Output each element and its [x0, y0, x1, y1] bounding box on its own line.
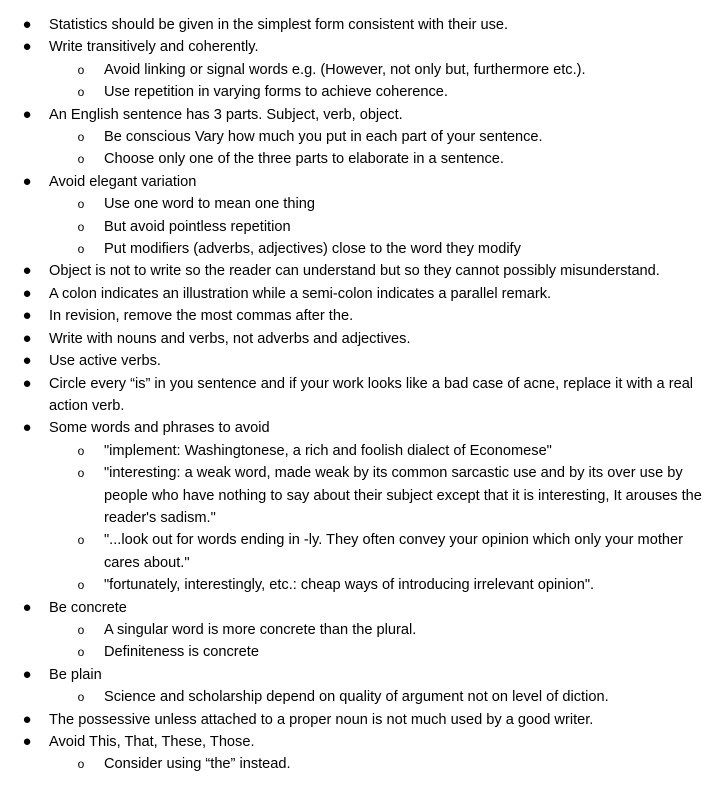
hollow-bullet-icon: o	[77, 757, 85, 772]
list-item-text: Some words and phrases to avoid	[49, 420, 270, 437]
list-item-text: Avoid This, That, These, Those.	[49, 734, 255, 750]
sub-list-item-text: "...look out for words ending in -ly. They often convey your opinion which only your mother cares about."	[104, 532, 683, 571]
hollow-bullet-icon: o	[77, 622, 85, 637]
filled-bullet-icon: ●	[22, 262, 32, 280]
list-item-text: Use active verbs.	[49, 353, 161, 370]
sub-list-item	[77, 59, 709, 81]
filled-bullet-icon: ●	[22, 352, 32, 370]
list-item-text: Write transitively and coherently.	[49, 39, 259, 56]
filled-bullet-icon: ●	[22, 172, 32, 190]
hollow-bullet-icon: o	[77, 242, 85, 257]
hollow-bullet-icon: o	[77, 152, 85, 167]
sub-list-item	[77, 686, 709, 708]
list-item-text: Be concrete	[49, 599, 127, 616]
list-item	[0, 283, 709, 305]
sub-list-item-text: Consider using “the” instead.	[104, 756, 291, 773]
sub-list-item-text: Choose only one of the three parts to elaborate in a sentence.	[104, 151, 504, 168]
list-item	[0, 597, 709, 664]
hollow-bullet-icon: o	[77, 578, 85, 593]
sub-list-item	[77, 148, 709, 170]
sub-list-item-text: Avoid linking or signal words e.g. (However, not only but, furthermore etc.).	[104, 61, 586, 78]
sub-list	[49, 619, 709, 664]
list-item	[0, 664, 709, 709]
list-item	[0, 350, 709, 372]
sub-list-item	[77, 753, 709, 775]
filled-bullet-icon: ●	[22, 329, 32, 347]
list-item-text: Circle every “is” in you sentence and if your work looks like a bad case of acne, replace it with a real action verb.	[49, 375, 694, 414]
sub-list-item-text: "interesting: a weak word, made weak by its common sarcastic use and by its over use by people who have nothing to say about their subject except that it is interesting, It arouses the reader's sadism."	[104, 465, 702, 526]
sub-list-item	[77, 238, 709, 260]
list-item	[0, 709, 709, 731]
sub-list-item-text: Put modifiers (adverbs, adjectives) close to the word they modify	[104, 241, 521, 258]
filled-bullet-icon: ●	[22, 38, 32, 56]
list-item-text: Statistics should be given in the simplest form consistent with their use.	[49, 17, 509, 33]
list-item	[0, 731, 709, 776]
sub-list	[49, 753, 709, 775]
filled-bullet-icon: ●	[22, 374, 32, 392]
sub-list-item-text: Science and scholarship depend on quality of argument not on level of diction.	[104, 689, 609, 706]
hollow-bullet-icon: o	[77, 645, 85, 660]
list-item	[0, 14, 709, 36]
list-item-text: In revision, remove the most commas after the.	[49, 308, 354, 325]
sub-list-item	[77, 574, 709, 596]
sub-list-item	[77, 126, 709, 148]
list-item-text: A colon indicates an illustration while a semi-colon indicates a parallel remark.	[49, 285, 552, 302]
filled-bullet-icon: ●	[22, 284, 32, 302]
filled-bullet-icon: ●	[22, 710, 32, 728]
list-item	[0, 373, 709, 418]
filled-bullet-icon: ●	[22, 733, 32, 750]
list-item-text: Be plain	[49, 666, 102, 683]
sub-list-item-text: But avoid pointless repetition	[104, 218, 291, 235]
list-item-text: Write with nouns and verbs, not adverbs and adjectives.	[49, 330, 411, 347]
sub-list	[49, 126, 709, 171]
list-item-text: Object is not to write so the reader can understand but so they cannot possibly misunderstand.	[49, 263, 660, 280]
list-item	[0, 36, 709, 103]
sub-list-item	[77, 440, 709, 462]
list-item	[0, 417, 709, 596]
sub-list	[49, 440, 709, 597]
hollow-bullet-icon: o	[77, 533, 85, 548]
sub-list-item	[77, 619, 709, 641]
list-item	[0, 171, 709, 261]
list-item	[0, 104, 709, 171]
list-item-text: An English sentence has 3 parts. Subject, verb, object.	[49, 106, 403, 123]
sub-list-item	[77, 641, 709, 663]
sub-list	[49, 59, 709, 104]
sub-list	[49, 686, 709, 708]
list-item-text: Avoid elegant variation	[49, 173, 197, 190]
hollow-bullet-icon: o	[77, 197, 85, 212]
sub-list-item	[77, 529, 709, 574]
sub-list-item	[77, 216, 709, 238]
hollow-bullet-icon: o	[77, 219, 85, 234]
sub-list-item-text: A singular word is more concrete than the plural.	[104, 621, 417, 638]
sub-list-item-text: Definiteness is concrete	[104, 644, 259, 661]
filled-bullet-icon: ●	[22, 16, 32, 33]
sub-list-item-text: Use repetition in varying forms to achieve coherence.	[104, 84, 448, 101]
hollow-bullet-icon: o	[77, 130, 85, 145]
sub-list-item	[77, 193, 709, 215]
filled-bullet-icon: ●	[22, 598, 32, 616]
list-item-text: The possessive unless attached to a proper noun is not much used by a good writer.	[49, 711, 594, 728]
hollow-bullet-icon: o	[77, 85, 85, 100]
filled-bullet-icon: ●	[22, 307, 32, 325]
hollow-bullet-icon: o	[77, 443, 85, 458]
list-item	[0, 328, 709, 350]
list-item	[0, 305, 709, 327]
list-item	[0, 260, 709, 282]
sub-list	[49, 193, 709, 260]
sub-list-item-text: "implement: Washingtonese, a rich and foolish dialect of Economese"	[104, 442, 552, 459]
filled-bullet-icon: ●	[22, 105, 32, 123]
sub-list-item-text: Use one word to mean one thing	[104, 196, 315, 213]
filled-bullet-icon: ●	[22, 665, 32, 683]
hollow-bullet-icon: o	[77, 690, 85, 705]
sub-list-item-text: Be conscious Vary how much you put in each part of your sentence.	[104, 129, 543, 146]
hollow-bullet-icon: o	[77, 466, 85, 481]
filled-bullet-icon: ●	[22, 419, 32, 437]
sub-list-item	[77, 462, 709, 529]
sub-list-item-text: "fortunately, interestingly, etc.: cheap ways of introducing irrelevant opinion".	[104, 577, 595, 594]
hollow-bullet-icon: o	[77, 62, 85, 77]
sub-list-item	[77, 81, 709, 103]
